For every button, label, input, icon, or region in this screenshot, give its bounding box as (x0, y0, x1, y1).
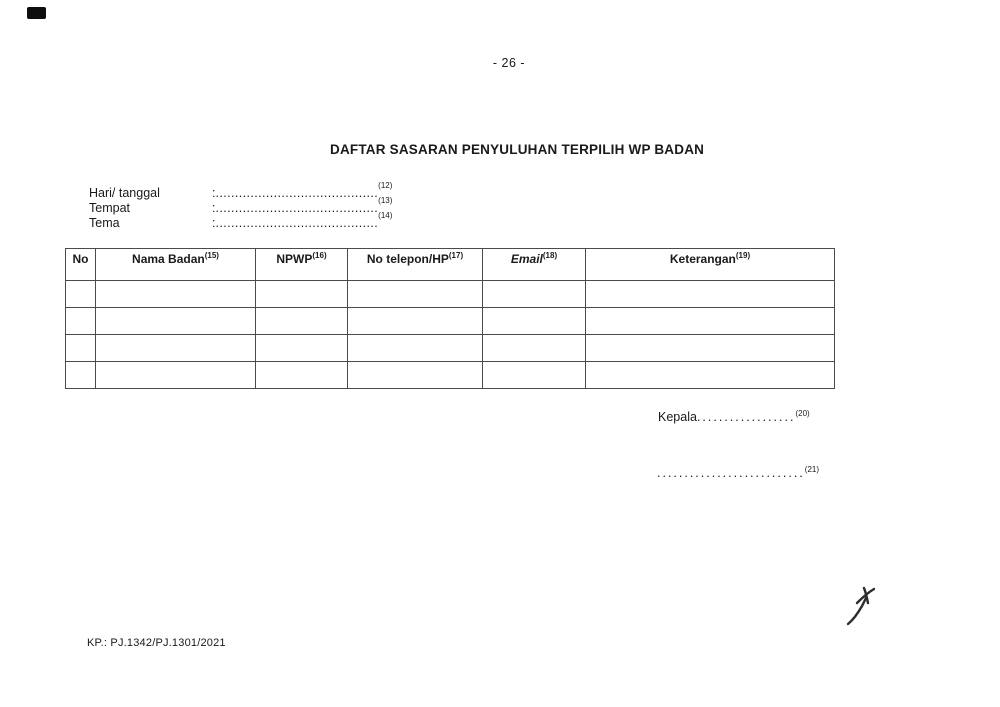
table-cell (483, 362, 586, 389)
form-field-colon: : (212, 201, 216, 215)
form-field-colon: : (212, 186, 216, 200)
name-ref: (21) (804, 464, 820, 474)
scan-artifact-mark (27, 7, 46, 19)
table-cell (96, 281, 256, 308)
form-field-ref: (13) (378, 196, 393, 205)
kp-document-code: KP.: PJ.1342/PJ.1301/2021 (87, 637, 226, 649)
form-field-ref: (12) (378, 181, 393, 190)
form-field-dotted-line: .......................................... (215, 216, 379, 230)
form-field-tempat (89, 196, 393, 216)
form-field-hari-tanggal (89, 181, 393, 201)
form-field-ref: (14) (378, 211, 393, 220)
table-row (66, 335, 835, 362)
form-field-tema (89, 211, 393, 231)
table-cell (348, 362, 483, 389)
table-cell (66, 308, 96, 335)
column-header-nama-badan: Nama Badan$^{(15)}$ (96, 249, 256, 281)
table-row (66, 281, 835, 308)
table-cell (483, 335, 586, 362)
table-cell (66, 281, 96, 308)
kepala-ref: (20) (795, 408, 810, 418)
page-number: - 26 - (492, 56, 526, 70)
table-cell (66, 335, 96, 362)
table-header-row (66, 249, 835, 281)
sasaran-penyuluhan-table (65, 248, 835, 389)
table-cell (586, 362, 835, 389)
column-header-keterangan: Keterangan$^{(19)}$ (586, 249, 835, 281)
table-cell (586, 281, 835, 308)
name-dotted-line: ........................... (657, 466, 805, 480)
table-cell (256, 281, 348, 308)
column-header-npwp: NPWP$^{(16)}$ (256, 249, 348, 281)
table-cell (256, 308, 348, 335)
table-cell (586, 335, 835, 362)
column-header-no: No (66, 249, 96, 281)
column-header-email: Email$^{(18)}$ (483, 249, 586, 281)
table-cell (348, 308, 483, 335)
table-cell (96, 308, 256, 335)
table-cell (66, 362, 96, 389)
table-row (66, 362, 835, 389)
table-cell (96, 335, 256, 362)
table-cell (483, 281, 586, 308)
form-field-dotted-line: .......................................... (215, 201, 379, 215)
table-cell (483, 308, 586, 335)
table-row (66, 308, 835, 335)
kepala-signature-line (658, 410, 810, 424)
table-cell (256, 362, 348, 389)
form-field-dotted-line: .......................................... (215, 186, 379, 200)
page-title: DAFTAR SASARAN PENYULUHAN TERPILIH WP BADAN (330, 142, 705, 157)
table-cell (586, 308, 835, 335)
name-signature-line (657, 466, 819, 480)
form-field-label: Tema (89, 216, 120, 230)
handwritten-x-mark (845, 585, 879, 627)
kepala-dotted-line: .................. (696, 410, 796, 424)
form-field-label: Tempat (89, 201, 130, 215)
kepala-label: Kepala (658, 410, 697, 424)
table-cell (348, 335, 483, 362)
column-header-no-telepon: No telepon/HP$^{(17)}$ (348, 249, 483, 281)
table-cell (96, 362, 256, 389)
form-field-colon: : (212, 216, 216, 230)
table-cell (256, 335, 348, 362)
table-cell (348, 281, 483, 308)
form-fields-block (89, 181, 393, 231)
form-field-label: Hari/ tanggal (89, 186, 160, 200)
